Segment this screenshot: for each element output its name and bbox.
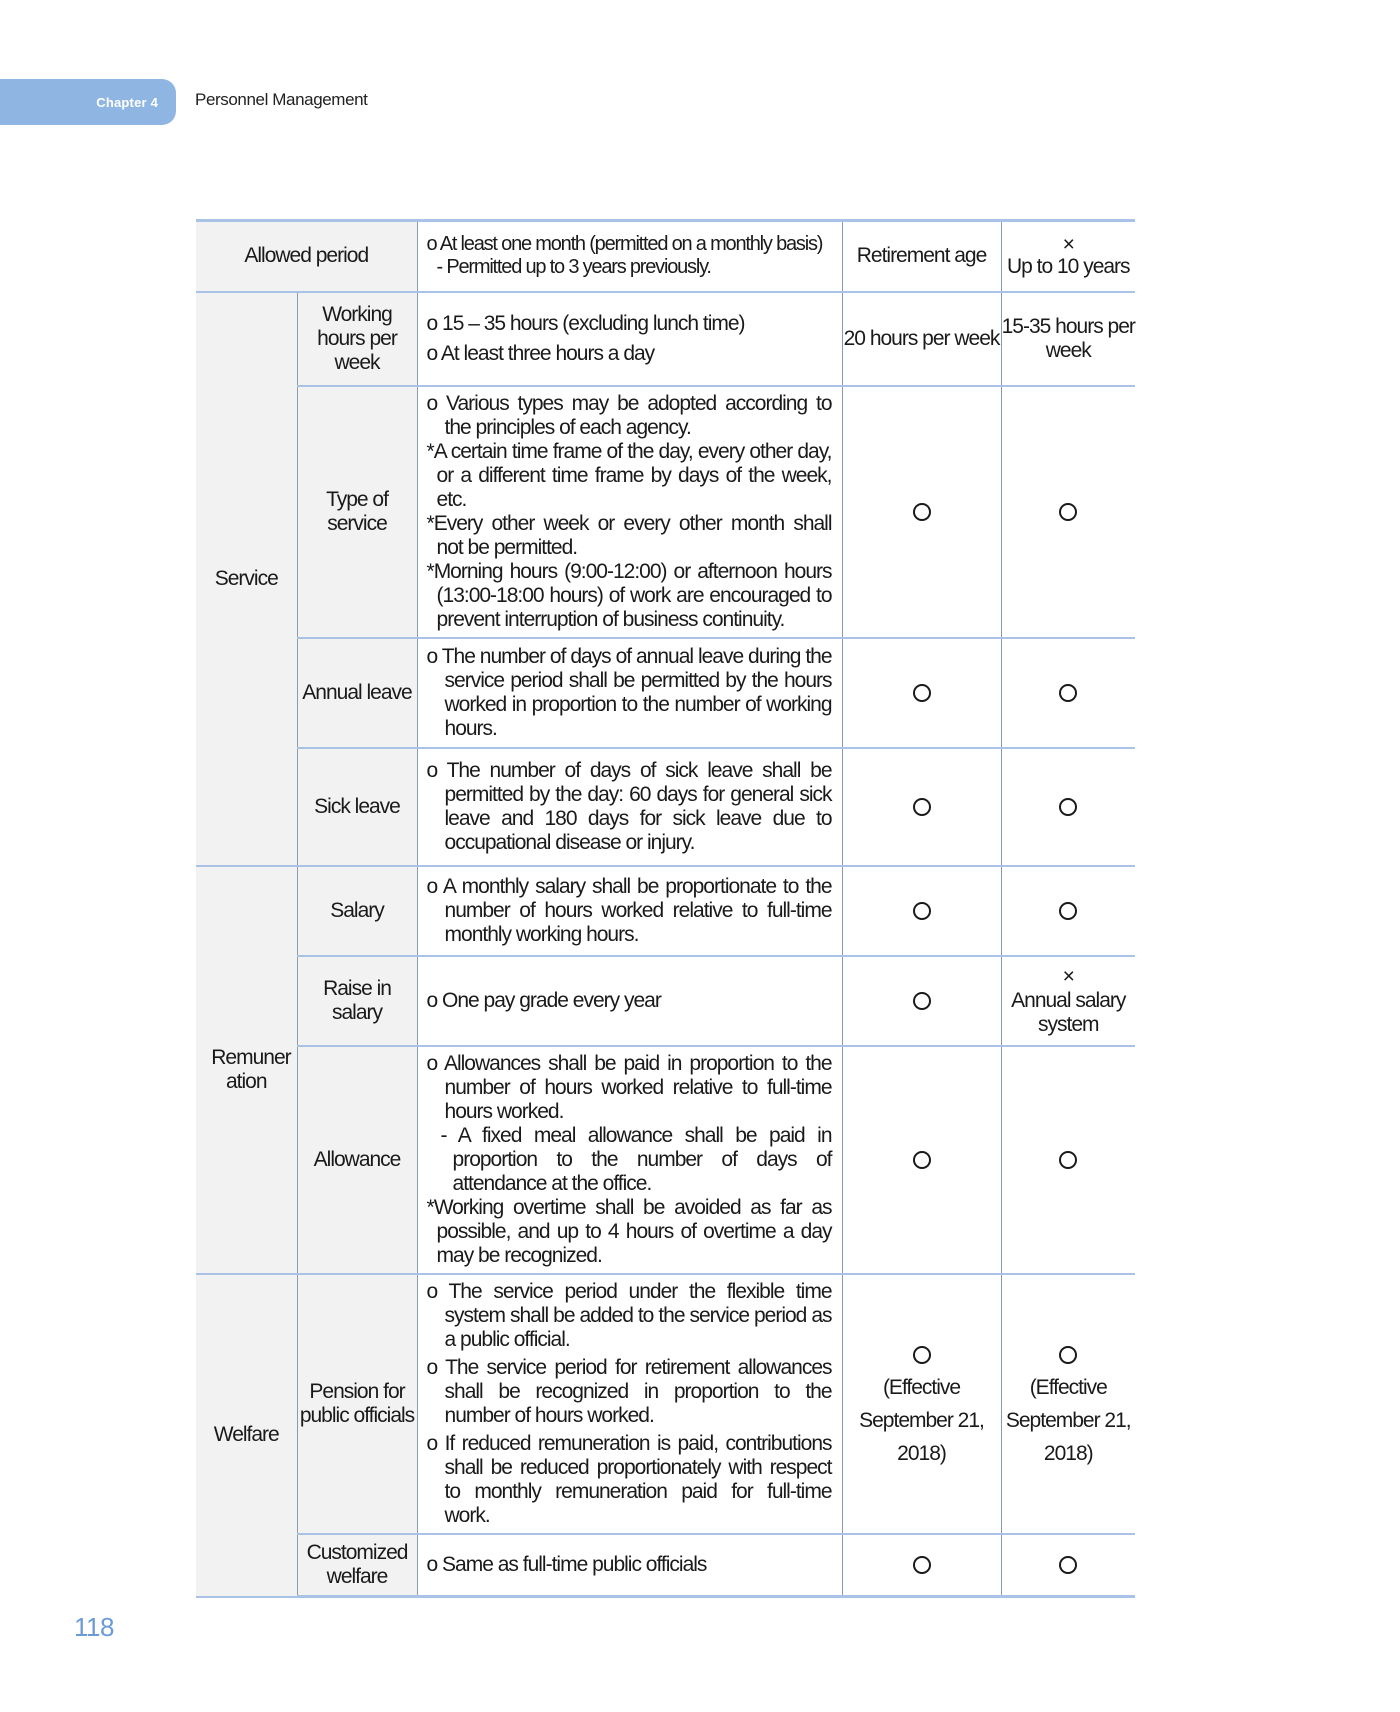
table-row (196, 866, 1135, 956)
pension-col3: (Effective September 21, 2018) (842, 1274, 1001, 1534)
x-mark-icon: × (1062, 964, 1074, 988)
allowance-label: Allowance (297, 1046, 417, 1274)
sick-leave-label: Sick leave (297, 748, 417, 866)
customized-welfare-label: Customized welfare (297, 1534, 417, 1597)
working-hours-label: Working hours per week (297, 292, 417, 386)
circle-mark-icon (913, 902, 931, 920)
circle-mark-icon (913, 1346, 931, 1364)
circle-mark-icon (913, 1151, 931, 1169)
retirement-age-cell: Retirement age (842, 221, 1001, 292)
circle-mark-icon (913, 684, 931, 702)
working-hours-desc: o 15 – 35 hours (excluding lunch time) o At least three hours a day (417, 292, 842, 386)
flexible-work-table (196, 219, 1135, 1598)
table-row (196, 1046, 1135, 1274)
working-hours-col4: 15-35 hours per week (1001, 292, 1135, 386)
section-service: Service (196, 292, 297, 866)
table-row (196, 1534, 1135, 1597)
table-row (196, 292, 1135, 386)
page-number: 118 (74, 1612, 114, 1642)
circle-mark-icon (1059, 1346, 1077, 1364)
annual-salary-system-cell: × Annual salary system (1001, 956, 1135, 1046)
salary-desc: o A monthly salary shall be proportionate to the number of hours worked relative to full-time monthly working hours. (417, 866, 842, 956)
pension-desc: o The service period under the flexible time system shall be added to the service period as a public official. o The service period for retirement allowances shall be recognized in proportion to the number of hours worked. o If reduced remuneration is paid, contributions shall be reduced proportionately with respect to monthly remuneration paid for full-time work. (417, 1274, 842, 1534)
type-of-service-label: Type of service (297, 386, 417, 638)
circle-mark-icon (1059, 798, 1077, 816)
table-row (196, 956, 1135, 1046)
pension-label: Pension for public officials (297, 1274, 417, 1534)
x-mark-icon: × (1062, 233, 1074, 257)
chapter-tab: Chapter 4 (0, 79, 176, 125)
circle-mark-icon (1059, 902, 1077, 920)
salary-label: Salary (297, 866, 417, 956)
table-row (196, 748, 1135, 866)
allowed-period-desc: o At least one month (permitted on a monthly basis) - Permitted up to 3 years previously. (417, 221, 842, 292)
type-of-service-desc: o Various types may be adopted according to the principles of each agency. *A certain time frame of the day, every other day, or a different time frame by days of the week, etc. *Every other week or every other month shall not be permitted. *Morning hours (9:00-12:00) or afternoon hours (13:00-18:00 hours) of work are encouraged to prevent interruption of business continuity. (417, 386, 842, 638)
circle-mark-icon (913, 503, 931, 521)
table-row (196, 221, 1135, 292)
table-row (196, 638, 1135, 748)
circle-mark-icon (913, 798, 931, 816)
section-remuneration: Remuner ation (196, 866, 297, 1274)
annual-leave-desc: o The number of days of annual leave during the service period shall be permitted by the hours worked in proportion to the number of working hours. (417, 638, 842, 748)
customized-welfare-desc: o Same as full-time public officials (417, 1534, 842, 1597)
table-row (196, 1274, 1135, 1534)
sick-leave-desc: o The number of days of sick leave shall be permitted by the day: 60 days for general sick leave and 180 days for sick leave due to occupational disease or injury. (417, 748, 842, 866)
allowance-desc: o Allowances shall be paid in proportion to the number of hours worked relative to full-time hours worked. - A fixed meal allowance shall be paid in proportion to the number of days of attendance at the office. *Working overtime shall be avoided as far as possible, and up to 4 hours of overtime a day may be recognized. (417, 1046, 842, 1274)
circle-mark-icon (1059, 1151, 1077, 1169)
circle-mark-icon (1059, 1556, 1077, 1574)
annual-leave-label: Annual leave (297, 638, 417, 748)
circle-mark-icon (913, 1556, 931, 1574)
table-row (196, 386, 1135, 638)
circle-mark-icon (1059, 503, 1077, 521)
pension-col4: (Effective September 21, 2018) (1001, 1274, 1135, 1534)
allowed-period-label: Allowed period (196, 221, 417, 292)
section-welfare: Welfare (196, 1274, 297, 1597)
circle-mark-icon (1059, 684, 1077, 702)
raise-in-salary-label: Raise in salary (297, 956, 417, 1046)
chapter-title: Personnel Management (195, 90, 368, 109)
working-hours-col3: 20 hours per week (842, 292, 1001, 386)
up-to-10-years-cell: × Up to 10 years (1001, 221, 1135, 292)
circle-mark-icon (913, 992, 931, 1010)
raise-in-salary-desc: o One pay grade every year (417, 956, 842, 1046)
